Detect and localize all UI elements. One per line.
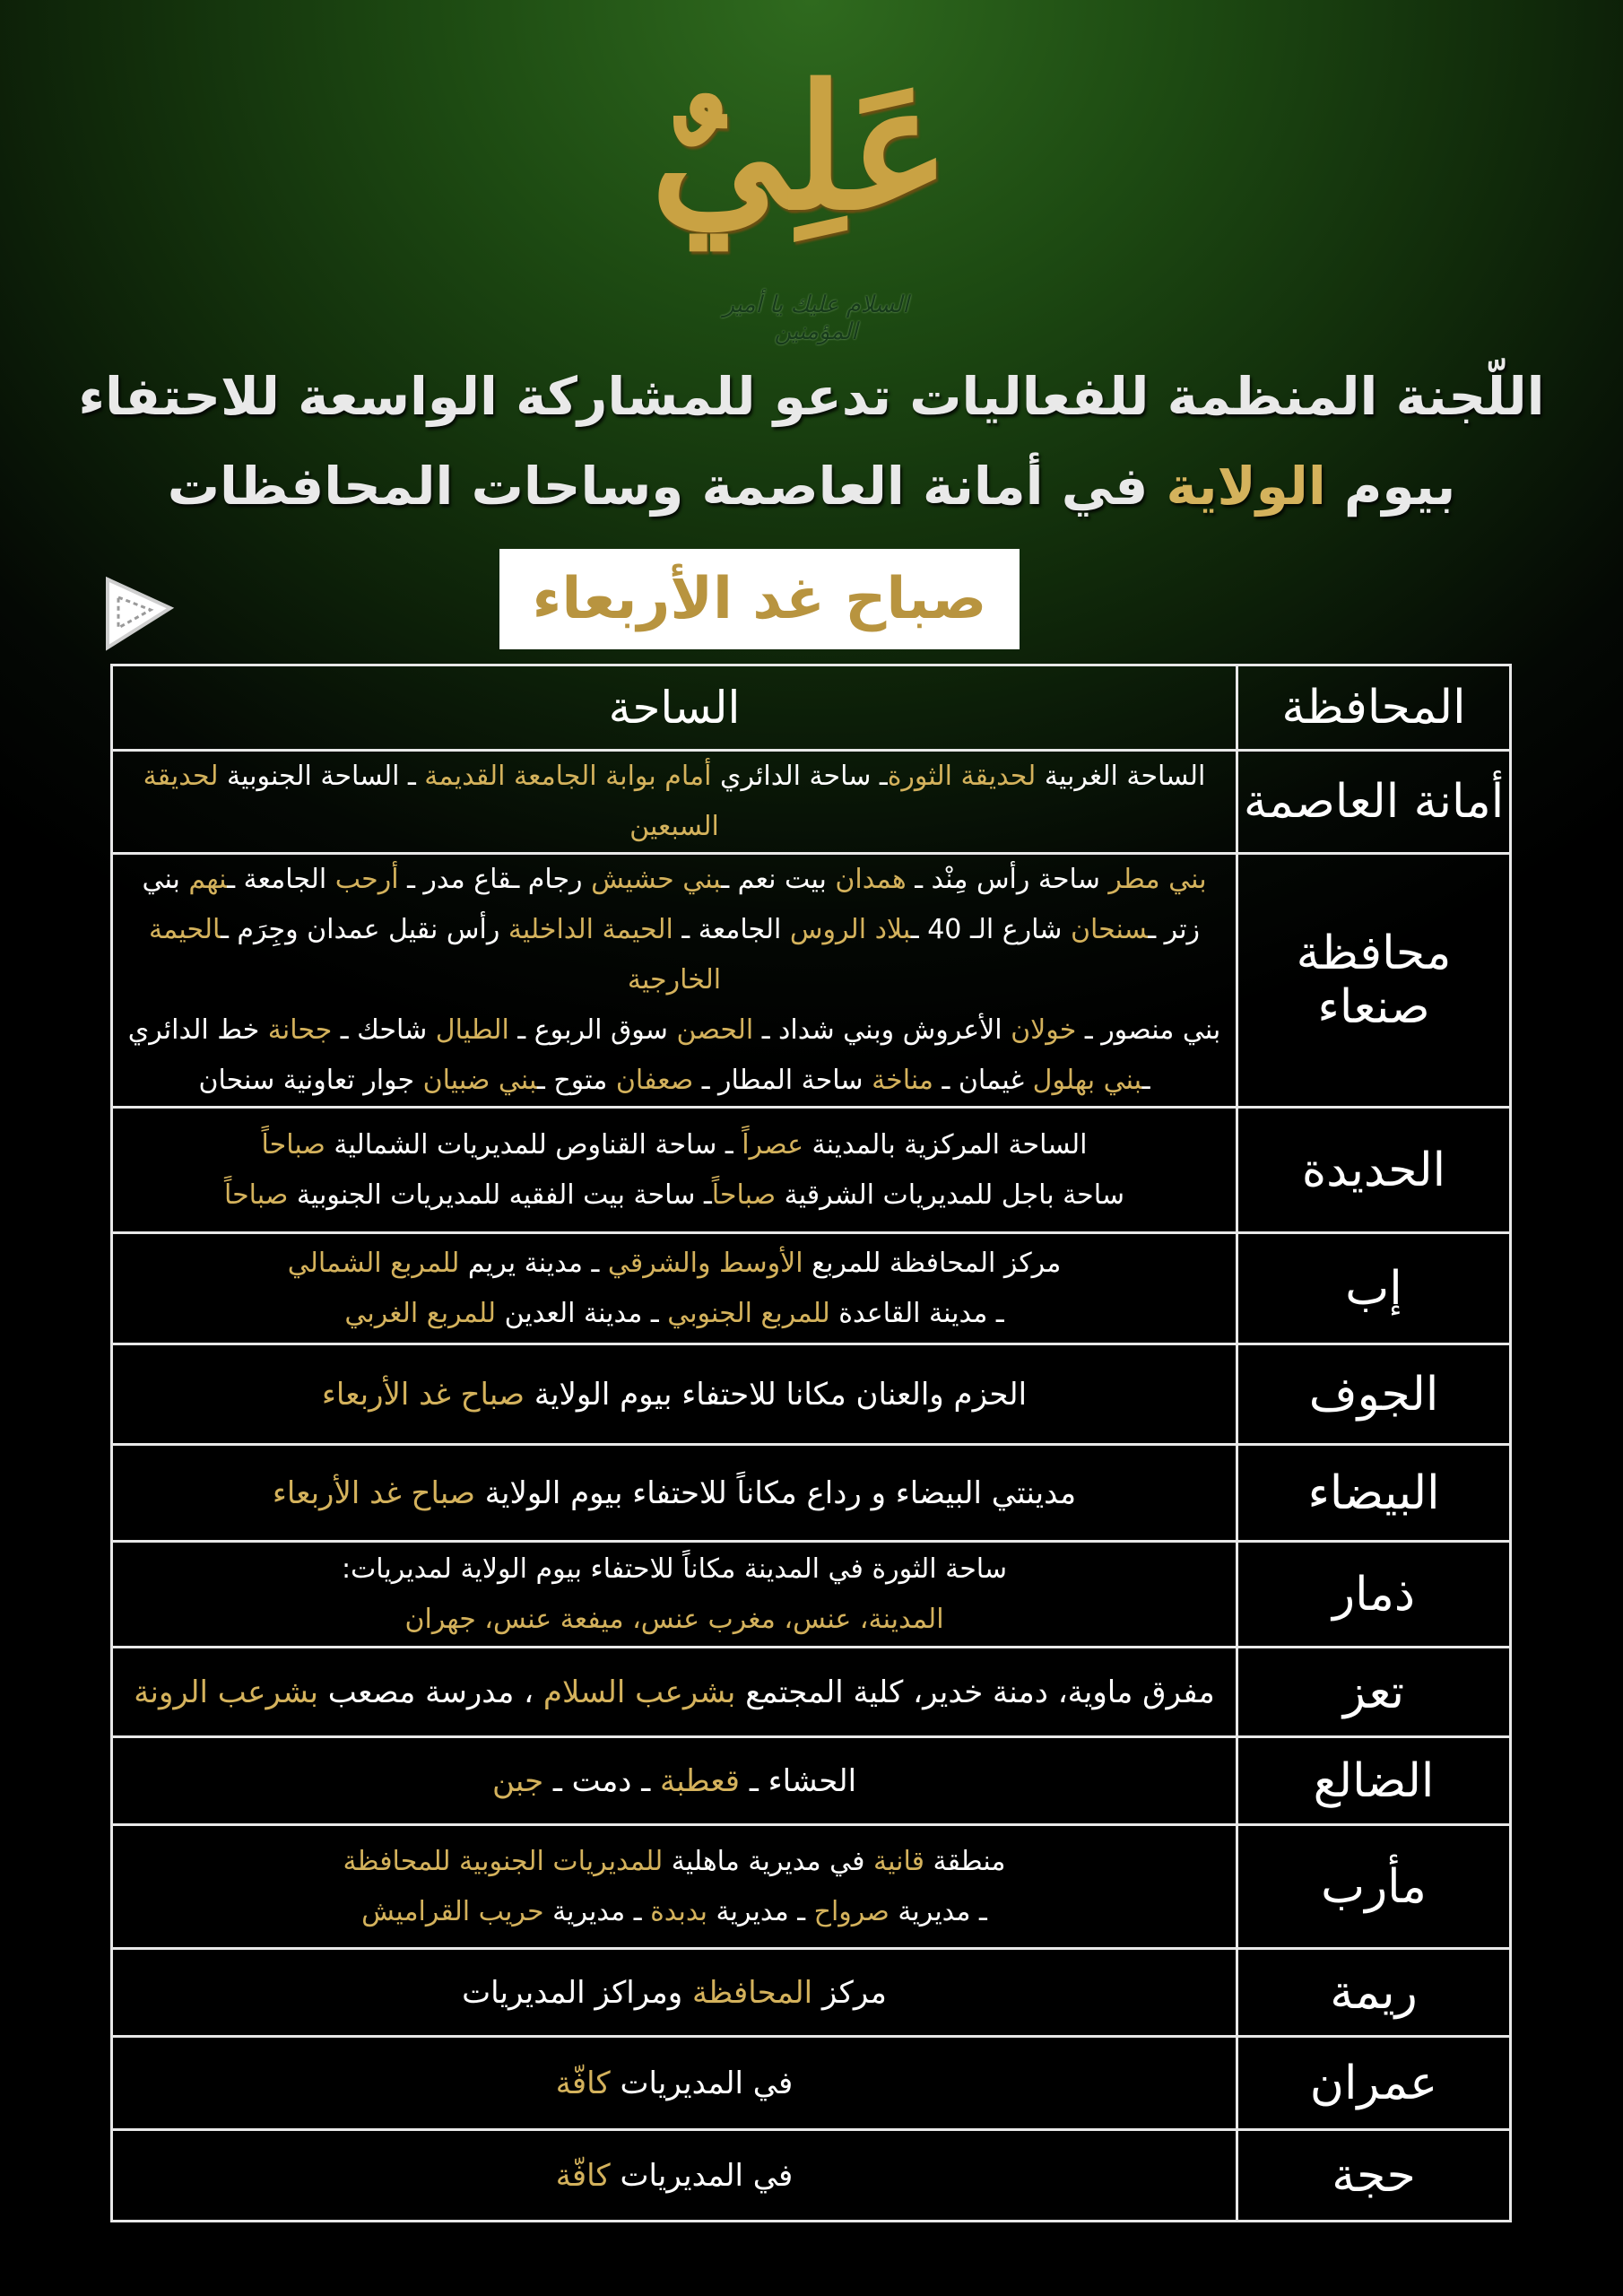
place-text: ساحة الثورة في المدينة مكاناً للاحتفاء بيوم الولاية لمديريات: bbox=[341, 1552, 1008, 1585]
highlight-text: بني مطر bbox=[1108, 864, 1207, 895]
place-text: ساحة المطار ـ bbox=[693, 1065, 872, 1096]
governorate-cell: ذمار bbox=[1237, 1542, 1511, 1648]
governorate-cell: الجوف bbox=[1237, 1344, 1511, 1445]
place-text: ساحة باجل للمديريات الشرقية bbox=[776, 1178, 1124, 1211]
place-cell bbox=[112, 1542, 1237, 1648]
place-cell bbox=[112, 1445, 1237, 1542]
place-text: الحشاء ـ bbox=[740, 1762, 857, 1799]
media-play-icon bbox=[100, 572, 178, 653]
place-text: شارع الـ 40 ـ bbox=[910, 914, 1071, 945]
highlight-text: نهم bbox=[188, 864, 228, 895]
place-cell bbox=[112, 1825, 1237, 1949]
highlight-text: صرواح bbox=[813, 1895, 890, 1927]
table-row bbox=[112, 1445, 1511, 1542]
place-text: بيت نعم ـ bbox=[721, 864, 836, 895]
highlight-text: صباحاً bbox=[223, 1178, 289, 1211]
place-line bbox=[113, 1120, 1236, 1170]
highlight-text: بني ضبيان bbox=[422, 1065, 538, 1096]
headline-highlight: الولاية bbox=[1166, 456, 1326, 517]
place-text: غيمان ـ bbox=[933, 1065, 1033, 1096]
highlight-text: الطيال bbox=[435, 1014, 509, 1046]
place-line bbox=[113, 1468, 1236, 1518]
place-text: في المديريات bbox=[610, 2157, 794, 2194]
highlight-text: المدينة، عنس، مغرب عنس، ميفعة عنس، جهران bbox=[404, 1603, 944, 1635]
highlight-text: بشرعب السلام bbox=[542, 1674, 736, 1710]
place-line bbox=[113, 2058, 1236, 2109]
place-text: مدينتي البيضاء و رداع مكاناً للاحتفاء بيوم الولاية bbox=[475, 1474, 1077, 1511]
table-row bbox=[112, 1108, 1511, 1233]
place-text: الساحة المركزية بالمدينة bbox=[803, 1128, 1088, 1161]
headline-line-2-suffix: في أمانة العاصمة وساحات المحافظات bbox=[167, 456, 1167, 517]
highlight-text: كافّة bbox=[555, 2065, 611, 2101]
place-text: سوق الربوع ـ bbox=[508, 1014, 677, 1046]
place-text: ـ مديرية bbox=[889, 1895, 987, 1927]
place-line bbox=[113, 2151, 1236, 2201]
place-cell bbox=[112, 2037, 1237, 2130]
highlight-text: المحافظة bbox=[691, 1974, 813, 2011]
place-text: ـ مدينة القاعدة bbox=[829, 1297, 1004, 1329]
place-text: شاحك ـ bbox=[332, 1014, 436, 1046]
place-text: في المديريات bbox=[610, 2065, 794, 2101]
place-text: ـ مدينة يريم bbox=[459, 1247, 608, 1279]
place-text: ومراكز المديريات bbox=[462, 1974, 692, 2011]
highlight-text: بني حشيش bbox=[591, 864, 722, 895]
place-line bbox=[113, 1595, 1236, 1645]
place-text: زتر ـ bbox=[1148, 914, 1201, 945]
table-row bbox=[112, 1344, 1511, 1445]
place-text: الأعروش وبني شداد ـ bbox=[753, 1014, 1011, 1046]
place-text: ـ مديرية bbox=[543, 1895, 651, 1927]
highlight-text: بني بهلول bbox=[1032, 1065, 1142, 1096]
highlight-text: لحديقة السبعين bbox=[143, 761, 719, 842]
place-text: جوار تعاونية سنحان bbox=[198, 1065, 423, 1096]
place-line bbox=[113, 1667, 1236, 1718]
table-row bbox=[112, 751, 1511, 854]
table-row bbox=[112, 854, 1511, 1108]
place-text: الجامعة ـ bbox=[673, 914, 790, 945]
place-text: ـ ساحة الدائري bbox=[711, 761, 888, 792]
table-row bbox=[112, 1825, 1511, 1949]
place-cell bbox=[112, 751, 1237, 854]
place-cell bbox=[112, 1108, 1237, 1233]
highlight-text: الحصن bbox=[676, 1014, 754, 1046]
governorate-cell: حجة bbox=[1237, 2130, 1511, 2222]
table-row bbox=[112, 2130, 1511, 2222]
highlight-text: قانية bbox=[872, 1845, 924, 1877]
table-row bbox=[112, 2037, 1511, 2130]
header-place: الساحة bbox=[112, 665, 1237, 751]
place-text: الحزم والعنان مكانا للاحتفاء بيوم الولاية bbox=[525, 1376, 1028, 1413]
highlight-text: للمربع الجنوبي bbox=[667, 1297, 830, 1329]
highlight-text: خولان bbox=[1011, 1014, 1077, 1046]
place-text: ـ مدينة العدين bbox=[496, 1297, 668, 1329]
place-text: ـ الساحة الجنوبية bbox=[218, 761, 425, 792]
highlight-text: بشرعب الرونة bbox=[134, 1674, 318, 1710]
place-line bbox=[113, 905, 1236, 1005]
place-cell bbox=[112, 854, 1237, 1108]
place-cell bbox=[112, 1949, 1237, 2037]
place-text: رجام ـقاع مدر ـ bbox=[398, 864, 592, 895]
highlight-text: سنحان bbox=[1070, 914, 1149, 945]
highlight-text: صباحاً bbox=[711, 1178, 777, 1211]
governorate-cell: محافظة صنعاء bbox=[1237, 854, 1511, 1108]
place-text: ـ ساحة القناوص للمديريات الشمالية bbox=[325, 1128, 742, 1161]
highlight-text: صباحاً bbox=[261, 1128, 325, 1161]
table-header-row bbox=[112, 665, 1511, 751]
place-line bbox=[113, 1756, 1236, 1806]
highlight-text: جبن bbox=[491, 1762, 544, 1799]
highlight-text: الحيمة الخارجية bbox=[148, 914, 722, 996]
highlight-text: أمام بوابة الجامعة القديمة bbox=[424, 761, 712, 792]
logo-calligraphy: عَلِيٌ bbox=[650, 48, 950, 248]
governorate-cell: إب bbox=[1237, 1233, 1511, 1344]
place-line bbox=[113, 1837, 1236, 1887]
headline-line-2 bbox=[0, 456, 1623, 517]
highlight-text: مناخة bbox=[872, 1065, 933, 1096]
place-line bbox=[113, 752, 1236, 852]
governorate-cell: البيضاء bbox=[1237, 1445, 1511, 1542]
governorate-cell: أمانة العاصمة bbox=[1237, 751, 1511, 854]
place-text: ـ ساحة بيت الفقيه للمديريات الجنوبية bbox=[288, 1178, 712, 1211]
headline-line-1: اللّجنة المنظمة للفعاليات تدعو للمشاركة الواسعة للاحتفاء bbox=[78, 366, 1545, 427]
place-line bbox=[113, 1056, 1236, 1106]
place-text: متوح ـ bbox=[537, 1065, 616, 1096]
governorate-cell: الضالع bbox=[1237, 1737, 1511, 1825]
governorate-cell: ريمة bbox=[1237, 1949, 1511, 2037]
place-cell bbox=[112, 2130, 1237, 2222]
place-cell bbox=[112, 1233, 1237, 1344]
place-cell bbox=[112, 1344, 1237, 1445]
highlight-text: صباح غد الأربعاء bbox=[272, 1474, 475, 1511]
place-line bbox=[113, 1887, 1236, 1937]
place-text: ـ دمت ـ bbox=[543, 1762, 660, 1799]
place-text: مركز bbox=[812, 1974, 887, 2011]
highlight-text: أرحب bbox=[334, 864, 399, 895]
table-row bbox=[112, 1233, 1511, 1344]
table-row bbox=[112, 1648, 1511, 1737]
governorate-cell: عمران bbox=[1237, 2037, 1511, 2130]
highlight-text: بدبدة bbox=[650, 1895, 708, 1927]
table-row bbox=[112, 1737, 1511, 1825]
place-text: في مديرية ماهلية bbox=[663, 1845, 873, 1877]
place-line bbox=[113, 1289, 1236, 1339]
logo bbox=[650, 36, 950, 359]
place-text: مفرق ماوية، دمنة خدير، كلية المجتمع bbox=[735, 1674, 1215, 1710]
logo-tagline: السلام عليك يا أمير المؤمنين bbox=[723, 291, 909, 345]
highlight-text: حريب القراميش bbox=[361, 1895, 544, 1927]
place-text: الجامعة ـ bbox=[227, 864, 335, 895]
highlight-text: صعفان bbox=[615, 1065, 694, 1096]
place-line bbox=[113, 1370, 1236, 1420]
place-line bbox=[113, 1005, 1236, 1056]
date-banner bbox=[499, 549, 1020, 649]
place-cell bbox=[112, 1737, 1237, 1825]
place-text: ساحة رأس مِنْد ـ bbox=[906, 864, 1109, 895]
highlight-text: لحديقة الثورة bbox=[887, 761, 1037, 792]
governorate-cell: مأرب bbox=[1237, 1825, 1511, 1949]
governorate-cell: الحديدة bbox=[1237, 1108, 1511, 1233]
highlight-text: للمربع الشمالي bbox=[287, 1247, 460, 1279]
place-text: رأس نقيل عمدان وجِرَم ـ bbox=[221, 914, 508, 945]
governorate-cell: تعز bbox=[1237, 1648, 1511, 1737]
schedule-table bbox=[110, 664, 1512, 2222]
highlight-text: كافّة bbox=[555, 2157, 611, 2194]
header-governorate: المحافظة bbox=[1237, 665, 1511, 751]
place-text: خط الدائري bbox=[127, 1014, 268, 1046]
place-line bbox=[113, 1968, 1236, 2018]
highlight-text: للمربع الغربي bbox=[344, 1297, 497, 1329]
date-label: صباح غد الأربعاء bbox=[532, 566, 987, 632]
highlight-text: صباح غد الأربعاء bbox=[321, 1376, 525, 1413]
highlight-text: الحيمة الداخلية bbox=[508, 914, 673, 945]
place-text: بني bbox=[142, 864, 189, 895]
place-line bbox=[113, 855, 1236, 905]
place-line bbox=[113, 1170, 1236, 1221]
place-line bbox=[113, 1544, 1236, 1595]
highlight-text: الأوسط والشرقي bbox=[607, 1247, 803, 1279]
place-text: ، مدرسة مصعب bbox=[318, 1674, 543, 1710]
table-body bbox=[112, 751, 1511, 2222]
place-text: الساحة الغربية bbox=[1036, 761, 1206, 792]
place-line bbox=[113, 1239, 1236, 1289]
place-text: منطقة bbox=[924, 1845, 1006, 1877]
table-row bbox=[112, 1542, 1511, 1648]
place-cell bbox=[112, 1648, 1237, 1737]
highlight-text: بلاد الروس bbox=[789, 914, 911, 945]
highlight-text: للمديريات الجنوبية للمحافظة bbox=[343, 1845, 664, 1877]
highlight-text: جحانة bbox=[267, 1014, 333, 1046]
highlight-text: همدان bbox=[835, 864, 907, 895]
highlight-text: عصراً bbox=[742, 1128, 803, 1161]
place-text: ـ مديرية bbox=[707, 1895, 814, 1927]
place-text: ـ bbox=[1141, 1065, 1150, 1096]
highlight-text: قعطبة bbox=[660, 1762, 741, 1799]
place-text: مركز المحافظة للمربع bbox=[803, 1247, 1062, 1279]
place-text: بني منصور ـ bbox=[1076, 1014, 1221, 1046]
table-row bbox=[112, 1949, 1511, 2037]
headline-line-2-prefix: بيوم bbox=[1325, 456, 1456, 517]
